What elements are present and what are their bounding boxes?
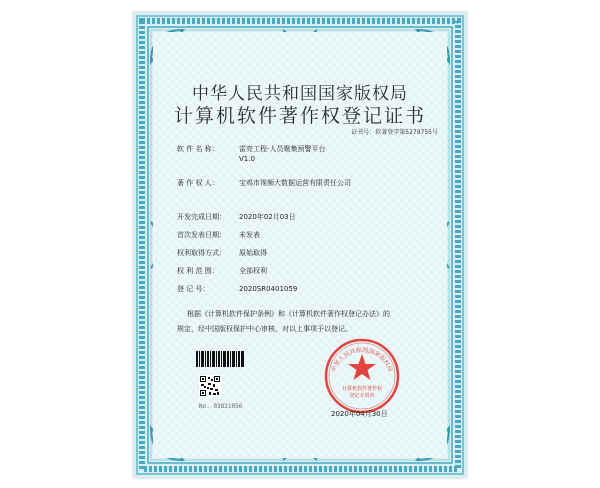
field-label: 权利取得方式： bbox=[177, 249, 226, 257]
field-acquisition-method bbox=[177, 248, 267, 258]
field-value: 2020SR0401059 bbox=[239, 285, 298, 293]
seal-inner-line1: 计算机软件著作权 bbox=[341, 386, 383, 392]
field-label: 著 作 权 人： bbox=[177, 179, 219, 187]
field-value: 原始取得 bbox=[239, 249, 267, 257]
seal-date: 2020年04月30日 bbox=[331, 410, 388, 418]
field-value: 雷亮工程-人员聚集预警平台 bbox=[239, 145, 326, 153]
field-publish-date bbox=[177, 230, 260, 240]
qr-code-icon bbox=[199, 375, 221, 397]
field-label: 首次发表日期： bbox=[177, 231, 226, 239]
field-registration-number bbox=[177, 284, 297, 294]
seal-inner-line2: 登记专用章 bbox=[349, 393, 375, 399]
certificate-title: 计算机软件著作权登记证书 bbox=[173, 105, 426, 127]
field-value: 宝鸡市视频大数据运营有限责任公司 bbox=[239, 179, 351, 187]
issuer-title: 中华人民共和国国家版权局 bbox=[192, 84, 408, 104]
field-label: 登 记 号： bbox=[177, 285, 210, 293]
field-software-name bbox=[177, 144, 326, 154]
official-seal bbox=[322, 336, 402, 416]
legal-statement-line1: 根据《计算机软件保护条例》和《计算机软件著作权登记办法》的 bbox=[187, 310, 390, 318]
field-completion-date bbox=[177, 212, 296, 222]
field-value: 全部权利 bbox=[239, 267, 267, 275]
field-rights-scope bbox=[177, 266, 267, 276]
field-label: 权 利 范 围： bbox=[177, 267, 219, 275]
field-copyright-owner bbox=[177, 178, 351, 188]
field-value: 未发表 bbox=[239, 231, 260, 239]
field-label: 软 件 名 称： bbox=[177, 145, 219, 153]
seal-outer-text: 中华人民共和国国家版权局 bbox=[330, 346, 394, 373]
field-label: 开发完成日期： bbox=[177, 213, 226, 221]
serial-number: No. 03821056 bbox=[199, 403, 243, 410]
field-value: 2020年02月03日 bbox=[239, 213, 296, 221]
certificate-number: 证书号：软著登字第5279755号 bbox=[351, 129, 438, 136]
software-version: V1.0 bbox=[239, 155, 255, 163]
legal-statement-line2: 规定，经中国版权保护中心审核，对以上事项予以登记。 bbox=[177, 325, 352, 333]
barcode-icon bbox=[196, 351, 244, 367]
